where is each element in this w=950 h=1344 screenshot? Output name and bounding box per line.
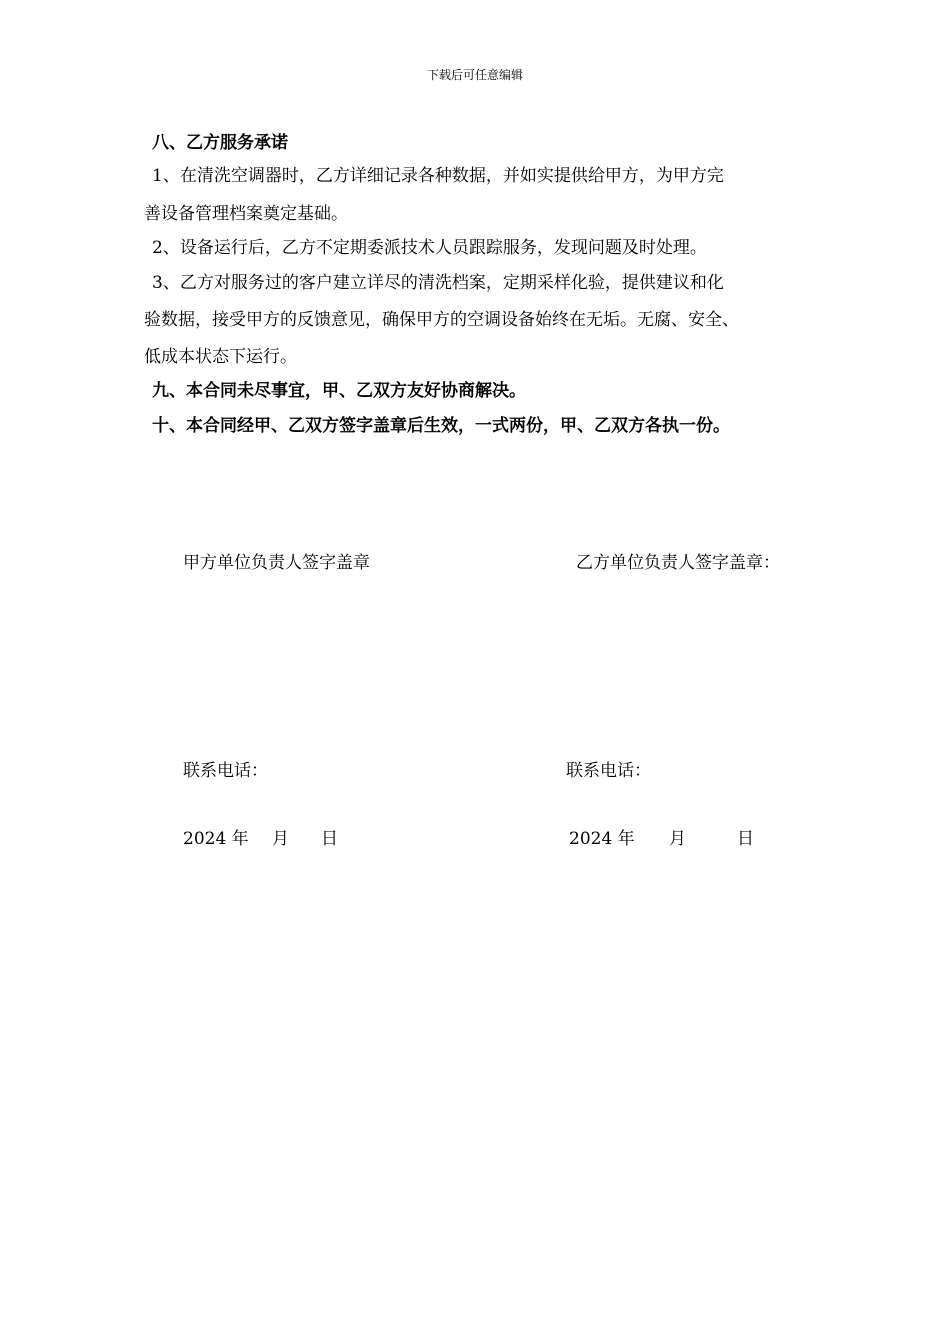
party-b-date-month: 月 [669,829,686,849]
section-8-heading: 八、乙方服务承诺 [152,133,288,153]
party-b-date-day: 日 [737,829,754,849]
section-8-line-2: 善设备管理档案奠定基础。 [144,204,348,224]
section-9-heading: 九、本合同未尽事宜，甲、乙双方友好协商解决。 [152,381,526,401]
section-8-line-1: 1、在清洗空调器时，乙方详细记录各种数据，并如实提供给甲方，为甲方完 [152,166,724,186]
party-a-date-day: 日 [321,829,338,849]
party-b-date-year: 2024 年 [569,829,635,849]
party-b-signature-label: 乙方单位负责人签字盖章： [576,553,780,573]
section-8-line-6: 低成本状态下运行。 [144,347,297,367]
section-8-line-4: 3、乙方对服务过的客户建立详尽的清洗档案，定期采样化验，提供建议和化 [152,273,724,293]
section-8-line-3: 2、设备运行后，乙方不定期委派技术人员跟踪服务，发现问题及时处理。 [152,238,707,258]
section-10-heading: 十、本合同经甲、乙双方签字盖章后生效，一式两份，甲、乙双方各执一份。 [152,416,730,436]
party-a-phone-label: 联系电话： [183,761,268,781]
party-a-signature-label: 甲方单位负责人签字盖章 [183,553,370,573]
section-8-line-5: 验数据，接受甲方的反馈意见，确保甲方的空调设备始终在无垢。无腐、安全、 [144,310,739,330]
party-a-date-month: 月 [272,829,289,849]
page-header-note: 下载后可任意编辑 [426,68,523,82]
party-b-phone-label: 联系电话： [566,761,651,781]
party-a-date-year: 2024 年 [183,829,249,849]
